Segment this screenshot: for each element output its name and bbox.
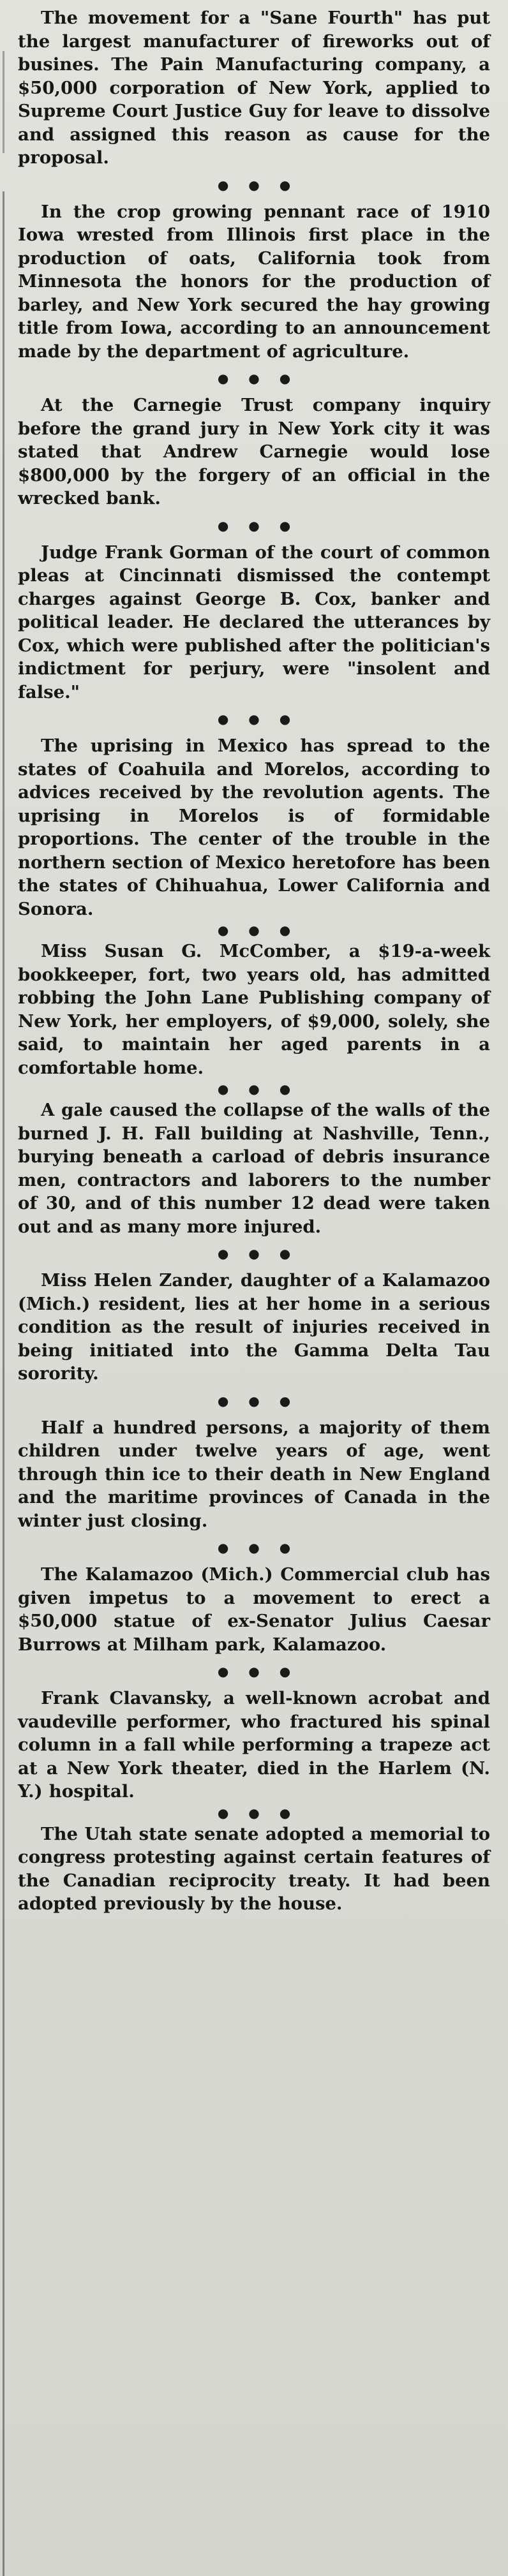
news-item-text: The movement for a "Sane Fourth" has put the largest manufacturer of fireworks out of busines. The Pain Manufacturing company, a $50,000 corporation of New York, applied to Supreme Court Justice Guy for leave to dissolve and assigned this reason as cause for the proposal. — [18, 8, 490, 168]
column-rule-top — [3, 51, 4, 153]
item-separator: ● ● ● — [217, 517, 299, 533]
news-item-text: The Utah state senate adopted a memorial to congress protesting against certain features of the Canadian reciprocity treaty. It had been adopted previously by the house. — [18, 1823, 490, 1914]
news-item-utah-senate — [18, 1823, 490, 1916]
item-separator: ● ● ● — [217, 1805, 299, 1821]
news-item-text: A gale caused the collapse of the walls of the burned J. H. Fall building at Nashville, Tenn., burying beneath a carload of debris insurance men, contractors and laborers to the number of 30, and of this number 12 dead were taken out and as many more injured. — [18, 1100, 490, 1237]
news-item-clavansky — [18, 1687, 490, 1803]
item-separator: ● ● ● — [217, 1664, 299, 1679]
news-column — [18, 6, 490, 1916]
item-separator: ● ● ● — [217, 371, 299, 386]
news-item-text: Frank Clavansky, a well-known acrobat and vaudeville performer, who fractured his spinal column in a fall while performing a trapeze act at a New York theater, died in the Harlem (N. Y.) hospital. — [18, 1688, 490, 1802]
column-rule — [3, 191, 4, 2576]
news-item-nashville-gale — [18, 1099, 490, 1238]
news-item-judge-gorman — [18, 541, 490, 704]
item-separator: ● ● ● — [217, 1540, 299, 1555]
item-separator: ● ● ● — [217, 1246, 299, 1261]
item-separator: ● ● ● — [217, 1081, 299, 1097]
news-item-mexico-uprising — [18, 734, 490, 921]
news-item-crop-race — [18, 200, 490, 364]
news-item-text: Miss Helen Zander, daughter of a Kalamazoo (Mich.) resident, lies at her home in a serious condition as the result of injuries received in being initiated into the Gamma Delta Tau sorority. — [18, 1270, 490, 1384]
news-item-text: The uprising in Mexico has spread to the states of Coahuila and Morelos, according to advices received by the revolution agents. The uprising in Morelos is of formidable proportions. The center of the trouble in the northern section of Mexico heretofore has been the states of Chihuahua, Lower California and Sonora. — [18, 736, 490, 919]
item-separator: ● ● ● — [217, 922, 299, 938]
news-item-thin-ice — [18, 1416, 490, 1533]
item-separator: ● ● ● — [217, 711, 299, 727]
news-item-text: At the Carnegie Trust company inquiry before the grand jury in New York city it was stated that Andrew Carnegie would lose $800,000 by the forgery of an official in the wrecked bank. — [18, 395, 490, 508]
news-item-carnegie-trust — [18, 394, 490, 510]
news-item-text: In the crop growing pennant race of 1910 Iowa wrested from Illinois first place in the production of oats, California took from Minnesota the honors for the production of barley, and New York secured the hay growing title from Iowa, according to an announcement made by the department of agriculture. — [18, 201, 490, 362]
news-item-burrows-statue — [18, 1563, 490, 1656]
news-item-text: Miss Susan G. McComber, a $19-a-week bookkeeper, fort, two years old, has admitted robbing the John Lane Publishing company of New York, her employers, of $9,000, solely, she said, to maintain her aged parents in a comfortable home. — [18, 941, 490, 1078]
news-item-text: The Kalamazoo (Mich.) Commercial club has given impetus to a movement to erect a $50,000 statue of ex-Senator Julius Caesar Burrows at Milham park, Kalamazoo. — [18, 1564, 490, 1655]
item-separator: ● ● ● — [217, 177, 299, 193]
item-separator: ● ● ● — [217, 1393, 299, 1409]
news-item-helen-zander — [18, 1269, 490, 1386]
news-item-text: Judge Frank Gorman of the court of common pleas at Cincinnati dismissed the contempt charges against George B. Cox, banker and political leader. He declared the utterances by Cox, which were published after the politician's indictment for perjury, were "insolent and false." — [18, 542, 490, 702]
news-item-mccomber — [18, 940, 490, 1079]
news-item-fireworks — [18, 6, 490, 170]
news-item-text: Half a hundred persons, a majority of them children under twelve years of age, went through thin ice to their death in New England and the maritime provinces of Canada in the winter just closing. — [18, 1417, 490, 1531]
